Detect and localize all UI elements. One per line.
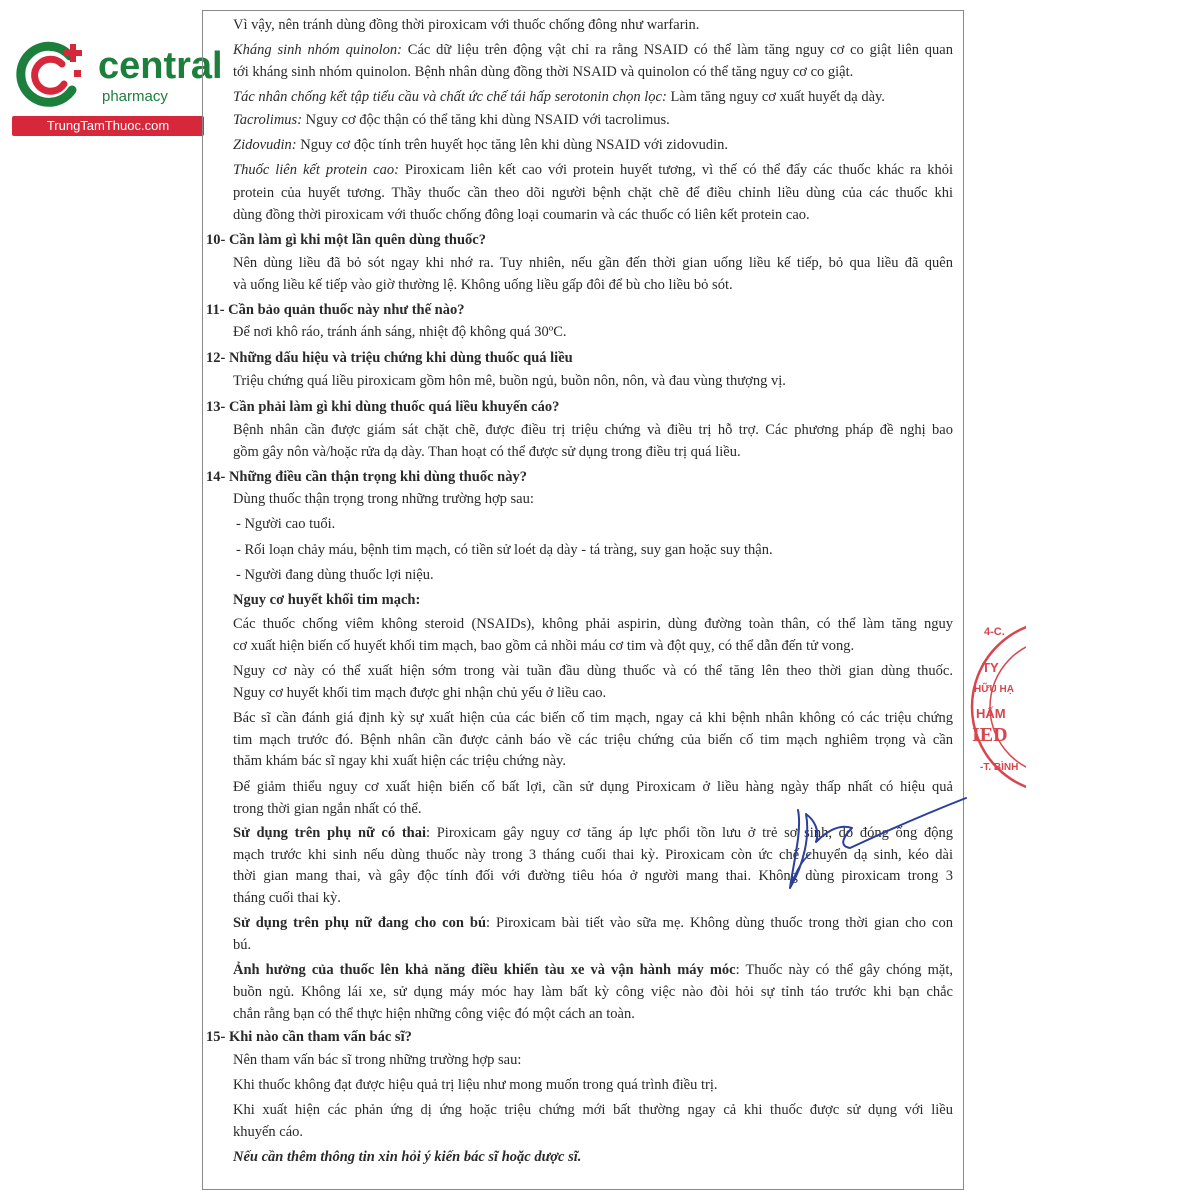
text-cv-4-2: trong thời gian ngắn nhất có thể.: [233, 801, 422, 817]
text-cv-3-1: Bác sĩ cần đánh giá định kỳ sự xuất hiện của các biến cố tim mạch, ngay cả khi bệnh nhân không có các triệu chứng: [233, 710, 953, 726]
text-cv-2-1: Nguy cơ này có thể xuất hiện sớm trong vài tuần đầu dùng thuốc và có thể tăng lên theo thời gian dùng thuốc.: [233, 663, 953, 679]
text-quinolon-1: Các dữ liệu trên động vật chỉ ra rằng NSAID có thể làm tăng nguy cơ co giật liên quan: [401, 42, 953, 58]
text-pregnancy-4: tháng cuối thai kỳ.: [233, 890, 341, 906]
text-protein-3: dùng đồng thời piroxicam với thuốc chống đông loại coumarin và các thuốc có liên kết protein cao.: [233, 207, 810, 223]
list-item-bleeding: - Rối loạn chảy máu, bệnh tim mạch, có tiền sử loét dạ dày - tá tràng, suy gan hoặc suy thận.: [236, 542, 773, 558]
paragraph-lactation: [233, 914, 953, 932]
stamp-line-3: HỮU HẠ: [974, 684, 1014, 695]
text-pregnancy-2: mạch trước khi sinh nếu dùng thuốc này trong 3 tháng cuối thai kỳ. Piroxicam còn ức chế chuyển dạ sinh, kéo dài: [233, 847, 953, 863]
text-section-11-1: Để nơi khô ráo, tránh ánh sáng, nhiệt độ không quá 30ºC.: [233, 324, 567, 340]
text-cv-3-2: tim mạch trước đó. Bệnh nhân cần được cảnh báo về các triệu chứng của biến cố tim mạch nghiêm trọng và cần: [233, 732, 953, 748]
label-quinolon: Kháng sinh nhóm quinolon:: [233, 42, 402, 58]
subheading-cardiovascular: Nguy cơ huyết khối tim mạch:: [233, 592, 421, 608]
stamp-line-2: TY: [982, 660, 999, 675]
text-cv-1-1: Các thuốc chống viêm không steroid (NSAIDs), không phải aspirin, dùng đường toàn thân, có thể làm tăng nguy: [233, 616, 953, 632]
logo-emblem-icon: [14, 38, 86, 110]
text-cv-2-2: Nguy cơ huyết khối tim mạch được ghi nhận chủ yếu ở liều cao.: [233, 685, 607, 701]
signature-icon: [780, 790, 980, 900]
text-section-12-1: Triệu chứng quá liều piroxicam gồm hôn mê, buồn ngủ, buồn nôn, nôn, và đau vùng thượng vị.: [233, 373, 786, 389]
text-section-15-2: Khi thuốc không đạt được hiệu quả trị liệu như mong muốn trong quá trình điều trị.: [233, 1077, 718, 1093]
heading-section-10: 10- Cần làm gì khi một lần quên dùng thuốc?: [206, 232, 486, 248]
paragraph-driving: [233, 961, 953, 979]
pharmacy-logo[interactable]: [10, 38, 223, 138]
paragraph-protein: [233, 161, 953, 179]
text-pregnancy-3: thời gian mang thai, và gây độc tính đối với đường tiêu hóa ở người mang thai. Không dùng piroxicam trong 3: [233, 868, 953, 884]
label-lactation: Sử dụng trên phụ nữ đang cho con bú: [233, 915, 487, 931]
list-item-elderly: - Người cao tuổi.: [236, 516, 336, 532]
label-tacrolimus: Tacrolimus:: [233, 112, 303, 128]
label-antiplatelet: Tác nhân chống kết tập tiểu cầu và chất ức chế tái hấp serotonin chọn lọc:: [233, 89, 667, 105]
heading-section-15: 15- Khi nào cần tham vấn bác sĩ?: [206, 1029, 412, 1045]
text-section-10-1: Nên dùng liều đã bỏ sót ngay khi nhớ ra. Tuy nhiên, nếu gần đến thời gian uống liều kế tiếp, bỏ qua liều đã quên: [233, 255, 953, 271]
paragraph-zidovudin: [233, 136, 728, 154]
logo-subtitle: pharmacy: [102, 88, 168, 105]
heading-section-11: 11- Cần bảo quản thuốc này như thế nào?: [206, 302, 465, 318]
text-section-14-1: Dùng thuốc thận trọng trong những trường hợp sau:: [233, 491, 534, 507]
text-antiplatelet: Làm tăng nguy cơ xuất huyết dạ dày.: [666, 89, 885, 105]
paragraph-warfarin: Vì vậy, nên tránh dùng đồng thời piroxicam với thuốc chống đông như warfarin.: [233, 17, 700, 33]
company-stamp: [966, 612, 1026, 802]
text-tacrolimus: Nguy cơ độc thận có thể tăng khi dùng NSAID với tacrolimus.: [302, 112, 670, 128]
text-section-13-1: Bệnh nhân cần được giám sát chặt chẽ, được điều trị triệu chứng và điều trị hỗ trợ. Các phương pháp đề nghị bao: [233, 422, 953, 438]
paragraph-quinolon: [233, 41, 953, 59]
stamp-line-6: -T. BÌNH: [980, 762, 1019, 773]
paragraph-antiplatelet: [233, 88, 885, 106]
stamp-line-1: 4-C.: [984, 626, 1005, 638]
stamp-line-5: IED: [972, 724, 1008, 746]
text-quinolon-2: tới kháng sinh nhóm quinolon. Bệnh nhân dùng đồng thời NSAID và quinolon có thể tăng nguy cơ co giật.: [233, 64, 854, 80]
text-cv-3-3: thăm khám bác sĩ ngay khi xuất hiện các triệu chứng này.: [233, 753, 567, 769]
text-section-15-4: khuyến cáo.: [233, 1124, 304, 1140]
text-lactation-2: bú.: [233, 937, 252, 953]
text-lactation-1: : Piroxicam bài tiết vào sữa mẹ. Không dùng thuốc trong thời gian cho con: [486, 915, 953, 931]
label-pregnancy: Sử dụng trên phụ nữ có thai: [233, 825, 426, 841]
label-driving: Ảnh hưởng của thuốc lên khả năng điều khiển tàu xe và vận hành máy móc: [233, 962, 736, 978]
text-section-10-2: và uống liều kế tiếp vào giờ thường lệ. Không uống liều gấp đôi để bù cho liều bỏ sót.: [233, 277, 733, 293]
heading-section-12: 12- Những dấu hiệu và triệu chứng khi dùng thuốc quá liều: [206, 350, 573, 366]
text-protein-1: Piroxicam liên kết cao với protein huyết tương, vì thế có thể đẩy các thuốc khác ra khỏi: [398, 162, 953, 178]
label-zidovudin: Zidovudin:: [233, 137, 297, 153]
text-protein-2: protein của huyết tương. Thầy thuốc cần theo dõi người bệnh chặt chẽ để điều chỉnh liều dùng của các thuốc khi: [233, 185, 953, 201]
label-protein: Thuốc liên kết protein cao:: [233, 162, 399, 178]
closing-note: Nếu cần thêm thông tin xin hỏi ý kiến bác sĩ hoặc dược sĩ.: [233, 1149, 582, 1165]
paragraph-tacrolimus: [233, 111, 670, 129]
stamp-line-4: HẤM: [976, 706, 1006, 721]
text-pregnancy-1: : Piroxicam gây nguy cơ tăng áp lực phổi tồn lưu ở trẻ sơ sinh, do đóng ống động: [426, 825, 954, 841]
text-section-13-2: gồm gây nôn và/hoặc rửa dạ dày. Than hoạt có thể được sử dụng trong điều trị quá liều.: [233, 444, 741, 460]
logo-name: central: [98, 45, 223, 87]
text-cv-4-1: Để giảm thiểu nguy cơ xuất hiện biến cố bất lợi, cần sử dụng Piroxicam ở liều hàng ngày thấp nhất có hiệu quả: [233, 779, 953, 795]
heading-section-13: 13- Cần phải làm gì khi dùng thuốc quá liều khuyến cáo?: [206, 399, 560, 415]
text-driving-3: chắn rằng bạn có thể thực hiện những công việc đó một cách an toàn.: [233, 1006, 635, 1022]
heading-section-14: 14- Những điều cần thận trọng khi dùng thuốc này?: [206, 469, 527, 485]
logo-url-banner[interactable]: TrungTamThuoc.com: [12, 116, 204, 136]
text-driving-2: buồn ngủ. Không lái xe, sử dụng máy móc hay làm bất kỳ công việc nào đòi hỏi sự tỉnh táo trước khi bạn chắc: [233, 984, 953, 1000]
list-item-diuretic: - Người đang dùng thuốc lợi niệu.: [236, 567, 434, 583]
text-cv-1-2: cơ xuất hiện biến cố huyết khối tim mạch, bao gồm cả nhồi máu cơ tim và đột quỵ, có thể dẫn đến tử vong.: [233, 638, 855, 654]
text-zidovudin: Nguy cơ độc tính trên huyết học tăng lên khi dùng NSAID với zidovudin.: [296, 137, 728, 153]
text-section-15-1: Nên tham vấn bác sĩ trong những trường hợp sau:: [233, 1052, 522, 1068]
text-section-15-3: Khi xuất hiện các phản ứng dị ứng hoặc triệu chứng mới bất thường ngay cả khi thuốc được sử dụng với liều: [233, 1102, 953, 1118]
text-driving-1: : Thuốc này có thể gây chóng mặt,: [735, 962, 953, 978]
